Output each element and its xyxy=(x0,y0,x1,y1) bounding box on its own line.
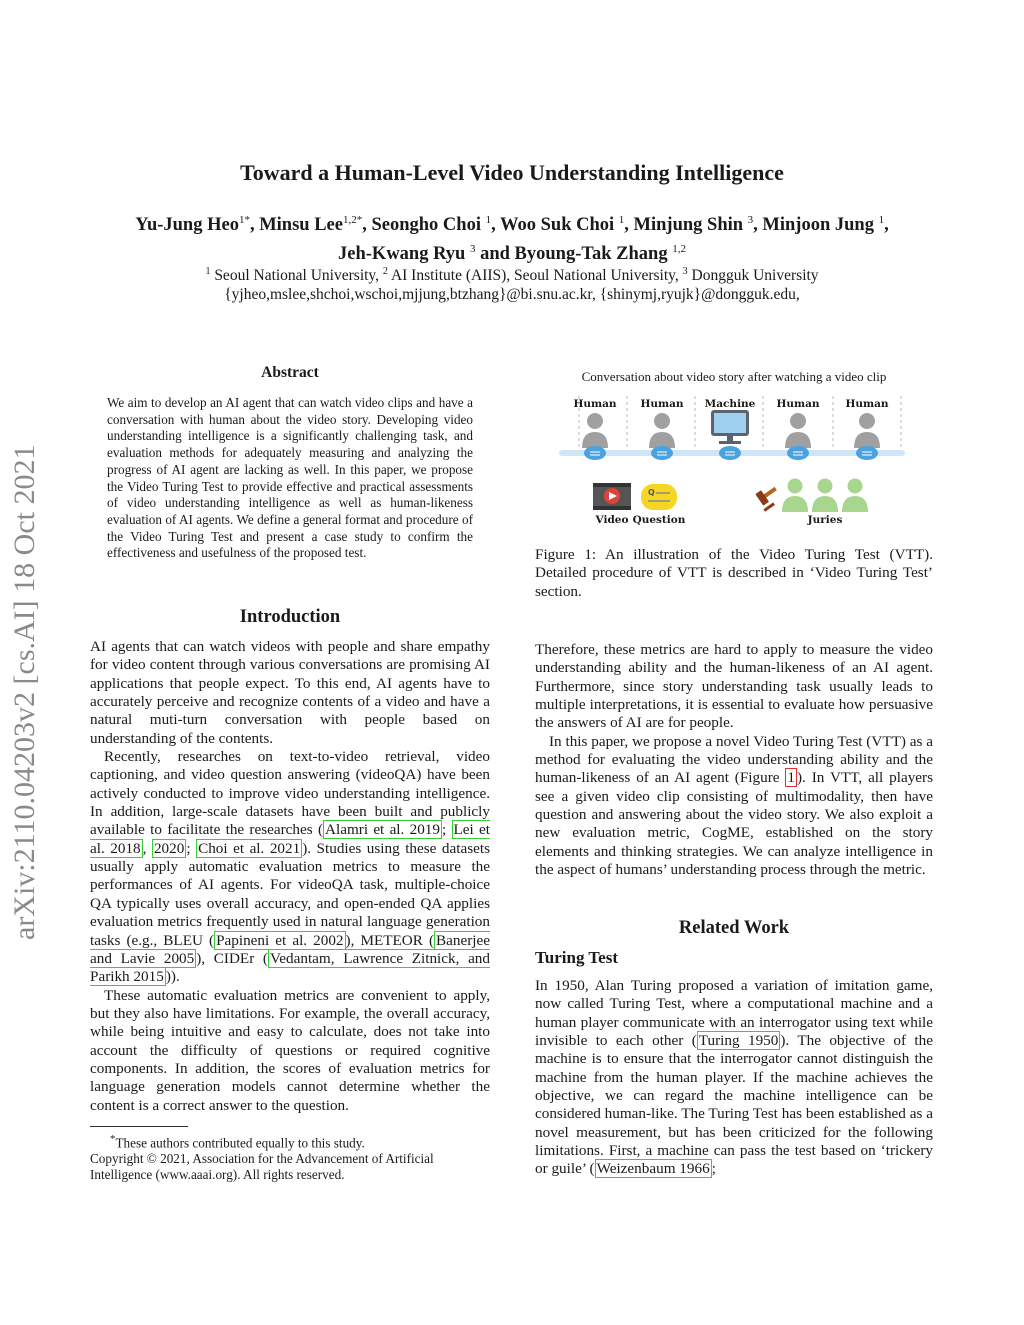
author-name: , Minsu Lee xyxy=(249,215,343,236)
affil-sup: 1 xyxy=(205,266,211,277)
body-paragraph xyxy=(535,733,933,880)
role-label: Machine xyxy=(704,398,756,410)
author-sup: 3 xyxy=(469,243,476,256)
text-run: ). In VTT, all players see a given video clip consisting of multimodality, then have question and answering about the video story. We also exploit a new evaluation metric, CogME, established on the story elements and thinking strategies. We can analyze intelligence in the aspect of humans’ understanding process through the metric. xyxy=(535,769,933,879)
jury-icon xyxy=(812,479,838,513)
intro-paragraph: These automatic evaluation metrics are convenient to apply, but they also have limitations. For example, the overall accuracy, while being intuitive and easy to calculate, does not take into account the difficulty of questions or required cognitive components. In addition, the scores of evaluation metrics for language generation models cannot determine whether the content is a correct answer to the question. xyxy=(90,986,490,1114)
figure-title: Conversation about video story after watching a video clip xyxy=(581,369,887,384)
citation-link[interactable]: Vedantam, Lawrence Zitnick, and Parikh 2015 xyxy=(90,949,490,986)
question-label: Question xyxy=(632,514,686,526)
author-name: , Woo Suk Choi xyxy=(491,215,619,236)
author-emails: {yjheo,mslee,shchoi,wschoi,mjjung,btzhang}@bi.snu.ac.kr, {shinymj,ryujk}@dongguk.edu, xyxy=(224,286,800,304)
author-sup: 1* xyxy=(238,214,250,226)
citation-link[interactable]: Alamri et al. 2019 xyxy=(325,821,440,839)
text-run: ). The objective of the machine is to ensure that the interrogator cannot distinguish the machine from the human player. If the machine achieves the objective, we can regard the machine intelligence can be considered human-like. The Turing Test has been established as a novel measurement, but has been criticized for the following limitations. First, a machine can pass the test based on ‘trickery or guile’ ( xyxy=(535,1032,933,1178)
citation-link[interactable]: Turing 1950 xyxy=(698,1032,779,1050)
question-bubble-icon xyxy=(641,484,677,510)
text-run: , xyxy=(142,839,152,857)
affil-sup: 3 xyxy=(682,266,688,277)
citation-link[interactable]: Weizenbaum 1966 xyxy=(596,1160,710,1178)
right-column-body xyxy=(535,641,933,879)
intro-paragraph: AI agents that can watch videos with people and share empathy for video content through various conversations are promising AI applications that people expect. To this end, AI agents have to accurately perceive and recognize contents of a video and have a natural muti-turn conversation with people based on understanding of the contents. xyxy=(90,638,490,747)
human-icon xyxy=(582,413,608,460)
related-work-heading: Related Work xyxy=(678,918,790,938)
affil-text: Seoul National University, xyxy=(210,267,383,285)
role-label: Human xyxy=(776,398,820,410)
text-run: ; xyxy=(711,1160,716,1178)
human-icon xyxy=(785,413,811,460)
abstract-heading: Abstract xyxy=(261,364,319,381)
body-paragraph xyxy=(535,977,933,1179)
citation-link[interactable]: Lei et al. 2018 xyxy=(90,821,490,857)
author-sup: 1 xyxy=(485,214,492,226)
affil-text: AI Institute (AIIS), Seoul National University, xyxy=(387,267,683,285)
role-label: Human xyxy=(640,398,684,410)
text-run: In 1950, Alan Turing proposed a variation of imitation game, now called Turing Test, where a computational machine and a human player communicate with an interrogator using text while invisible to each other ( xyxy=(535,977,933,1050)
paper-title: Toward a Human-Level Video Understanding Intelligence xyxy=(240,160,784,185)
author-sup: 1 xyxy=(878,214,885,226)
text-run: Recently, researches on text-to-video retrieval, video captioning, and video question answering (videoQA) have been actively conducted to improve video understanding intelligence. In addition, large-scale datasets have been built and publicly available to facilitate the researches ( xyxy=(90,748,490,839)
citation-link[interactable]: Banerjee and Lavie 2005 xyxy=(90,931,490,967)
author-name: Yu-Jung Heo xyxy=(135,215,239,236)
human-icon xyxy=(649,413,675,460)
affil-sup: 2 xyxy=(382,266,388,277)
introduction-body xyxy=(90,638,490,1115)
footnote xyxy=(90,1131,490,1183)
video-label: Video xyxy=(595,514,629,526)
equal-contribution-note xyxy=(90,1131,490,1151)
author-sup: 1 xyxy=(618,214,625,226)
jury-icon xyxy=(782,479,808,513)
figure-caption: Figure 1: An illustration of the Video Turing Test (VTT). Detailed procedure of VTT is described in ‘Video Turing Test’ section. xyxy=(535,546,933,600)
text-run: ; xyxy=(441,821,452,839)
text-run: ), METEOR ( xyxy=(345,931,435,949)
intro-paragraph xyxy=(90,748,490,986)
affil-text: Dongguk University xyxy=(687,267,819,285)
citation-link[interactable]: Papineni et al. 2002 xyxy=(216,931,344,949)
role-label: Human xyxy=(573,398,617,410)
body-paragraph: Therefore, these metrics are hard to apply to measure the video understanding ability and the human-likeness of an AI agent. Furthermore, since story understanding task usually leads to multiple interpretations, it is essential to evaluate how persuasive the answers of AI are for people. xyxy=(535,641,933,732)
author-name: and Byoung-Tak Zhang xyxy=(475,244,673,265)
figure-illustration xyxy=(555,390,907,530)
jury-icon xyxy=(842,479,868,513)
juries-label: Juries xyxy=(807,514,843,526)
turing-test-heading: Turing Test xyxy=(535,948,618,967)
text-run: ), CIDEr ( xyxy=(196,949,268,967)
citation-link[interactable]: Choi et al. 2021 xyxy=(198,839,301,857)
text-run: In this paper, we propose a novel Video Turing Test (VTT) as a method for evaluating the video understanding ability and the human-likeness of an AI agent (Figure xyxy=(535,732,933,787)
text-run: ; xyxy=(186,839,197,857)
author-list xyxy=(60,208,964,266)
author-sep: , xyxy=(884,215,889,236)
author-name: , Minjoon Jung xyxy=(753,215,879,236)
figure-ref-link[interactable]: 1 xyxy=(787,769,795,787)
author-sup: 1,2 xyxy=(672,243,686,256)
turing-test-body xyxy=(535,977,933,1179)
author-name: , Minjung Shin xyxy=(624,215,748,236)
author-sup: 1,2* xyxy=(342,214,363,226)
figure-1 xyxy=(555,390,907,530)
copyright-note: Copyright © 2021, Association for the Advancement of Artificial Intelligence (www.aaai.org). All rights reserved. xyxy=(90,1151,434,1183)
footnote-rule xyxy=(90,1126,188,1127)
author-name: , Seongho Choi xyxy=(362,215,486,236)
arxiv-stamp: arXiv:2110.04203v2 [cs.AI] 18 Oct 2021 xyxy=(8,444,41,940)
citation-link[interactable]: 2020 xyxy=(153,839,185,857)
footnote-star: * xyxy=(110,1133,116,1145)
footnote-text: These authors contributed equally to this study. xyxy=(115,1135,365,1151)
role-label: Human xyxy=(845,398,889,410)
svg-text:Q: Q xyxy=(648,488,655,497)
gavel-icon xyxy=(754,483,783,512)
author-name: Jeh-Kwang Ryu xyxy=(338,244,470,265)
abstract-text: We aim to develop an AI agent that can watch video clips and have a conversation with human about the video story. Developing video understanding intelligence is a significantly challenging task, and evaluation methods for adequately measuring and analyzing the progress of AI agent are lacking as well. In this paper, we propose the Video Turing Test to provide effective and practical assessments of video understanding intelligence as well as human-likeness evaluation of AI agents. We define a general format and procedure of the Video Turing Test and present a case study to confirm the effectiveness and usefulness of the proposed test. xyxy=(107,395,473,561)
author-sup: 3 xyxy=(747,214,754,226)
affiliations xyxy=(40,262,984,304)
human-icon xyxy=(854,413,880,460)
text-run: )). xyxy=(165,968,180,986)
text-run: ). Studies using these datasets usually apply automatic evaluation metrics to measure the performances of AI agents. For videoQA task, multiple-choice QA typically uses overall accuracy, and open-ended QA applies evaluation metrics frequently used in natural language generation tasks (e.g., BLEU ( xyxy=(90,839,490,949)
video-film-icon xyxy=(593,483,631,510)
introduction-heading: Introduction xyxy=(239,607,341,627)
